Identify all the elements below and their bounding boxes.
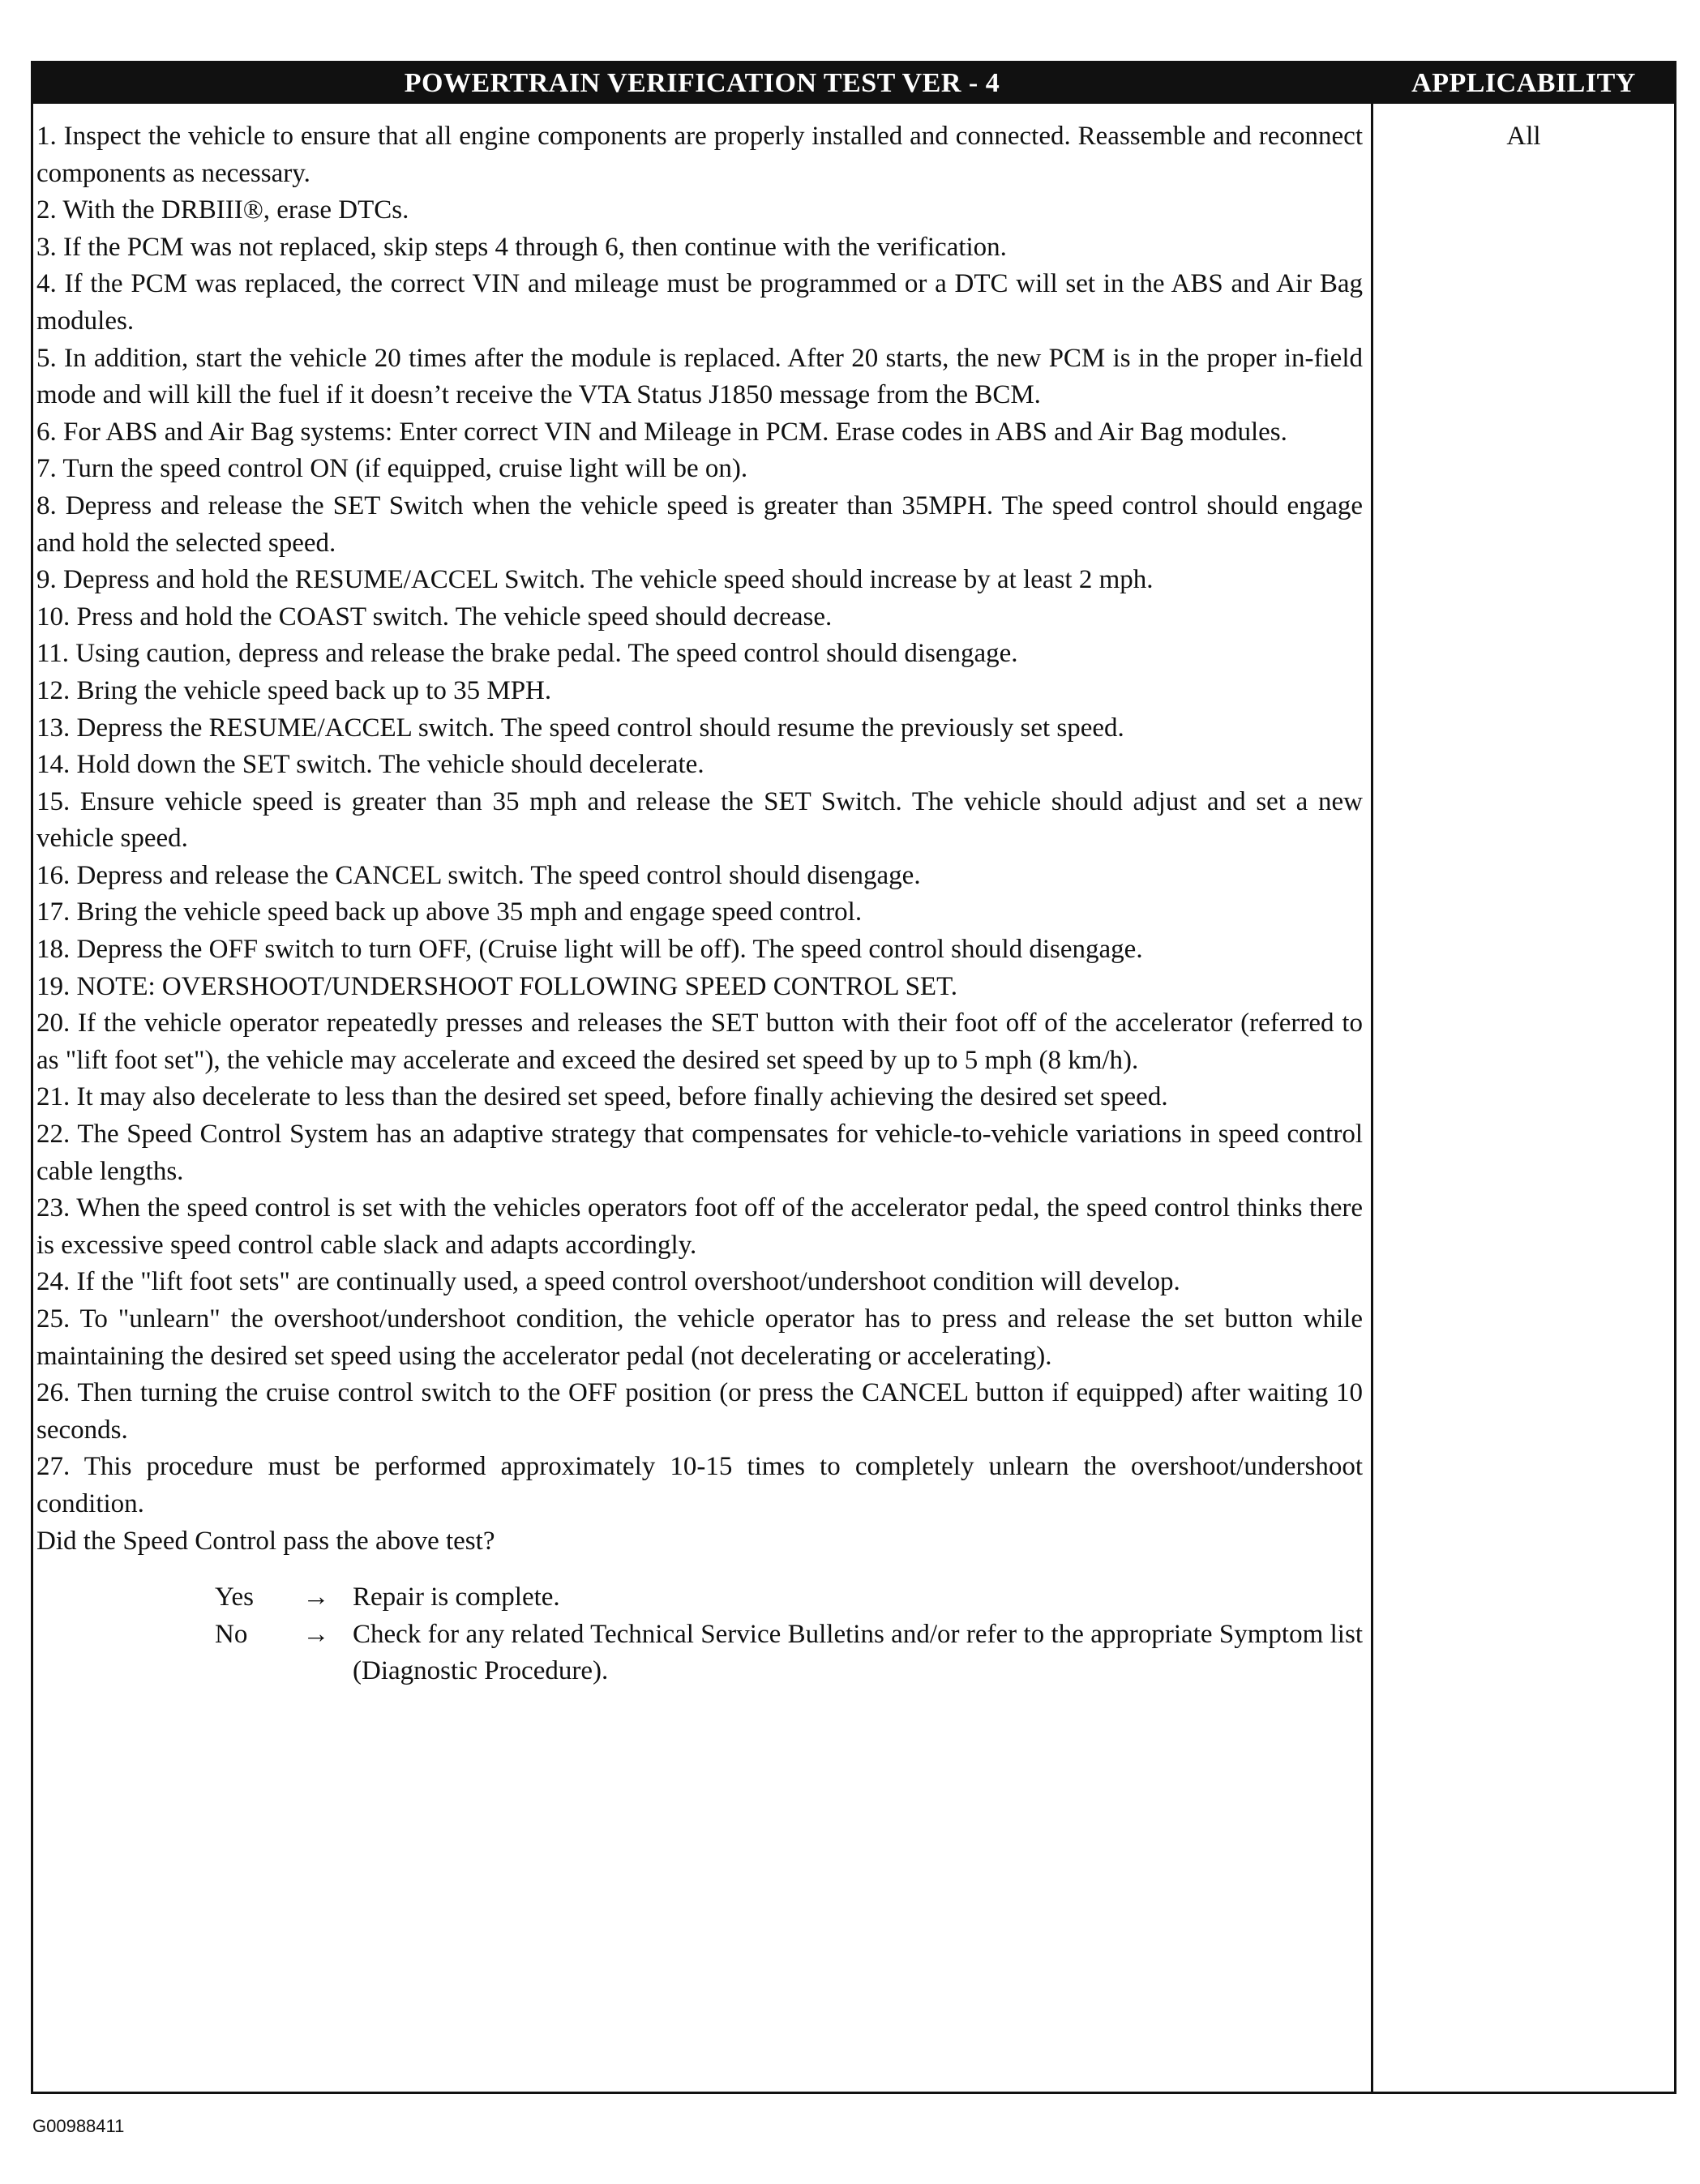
step-item: 4. If the PCM was replaced, the correct VIN and mileage must be programmed or a DTC will set in the ABS and Air Bag modules. [36, 269, 1363, 336]
step-item: 8. Depress and release the SET Switch when the vehicle speed is greater than 35MPH. The speed control should engage and hold the selected speed. [36, 490, 1363, 558]
applicability-header: APPLICABILITY [1373, 63, 1674, 104]
step-item: 15. Ensure vehicle speed is greater than 35 mph and release the SET Switch. The vehicle should adjust and set a new vehicle speed. [36, 786, 1363, 854]
step-item: 2. With the DRBIII®, erase DTCs. [36, 195, 409, 225]
step-item: 10. Press and hold the COAST switch. The vehicle speed should decrease. [36, 602, 833, 632]
step-item: 14. Hold down the SET switch. The vehicle should decelerate. [36, 750, 704, 780]
outcome-list [215, 1579, 1363, 1690]
column-divider [1371, 63, 1373, 2092]
outcome-no-label: No [215, 1619, 248, 1649]
step-item: 18. Depress the OFF switch to turn OFF, (Cruise light will be off). The speed control should disengage. [36, 935, 1143, 965]
applicability-value: All [1506, 122, 1541, 151]
procedure-body [36, 118, 1363, 1690]
test-title-header: POWERTRAIN VERIFICATION TEST VER - 4 [33, 63, 1371, 104]
step-item: 25. To "unlearn" the overshoot/undershoot condition, the vehicle operator has to press and release the set button while maintaining the desired set speed using the accelerator pedal (not decelerating or accelerating). [36, 1304, 1363, 1371]
right-arrow-icon: → [302, 1619, 330, 1649]
outcome-yes [215, 1579, 1363, 1617]
step-item: 26. Then turning the cruise control switch to the OFF position (or press the CANCEL button if equipped) after waiting 10 seconds. [36, 1378, 1363, 1445]
outcome-yes-text: Repair is complete. [353, 1582, 560, 1612]
step-item: 3. If the PCM was not replaced, skip steps 4 through 6, then continue with the verification. [36, 232, 1007, 262]
outcome-no [215, 1617, 1363, 1690]
step-item: 1. Inspect the vehicle to ensure that all engine components are properly installed and connected. Reassemble and reconnect components as necessary. [36, 122, 1363, 188]
step-item: 22. The Speed Control System has an adaptive strategy that compensates for vehicle-to-vehicle variations in speed control cable lengths. [36, 1120, 1363, 1186]
step-item: 20. If the vehicle operator repeatedly presses and releases the SET button with their foot off of the accelerator (referred to as "lift foot set"), the vehicle may accelerate and exceed the desired set speed by up to 5 mph (8 km/h). [36, 1008, 1363, 1075]
step-item: 24. If the "lift foot sets" are continually used, a speed control overshoot/undershoot condition will develop. [36, 1267, 1180, 1297]
step-item: 6. For ABS and Air Bag systems: Enter correct VIN and Mileage in PCM. Erase codes in ABS and Air Bag modules. [36, 417, 1287, 447]
verification-question: Did the Speed Control pass the above test? [36, 1526, 495, 1556]
step-item: 9. Depress and hold the RESUME/ACCEL Switch. The vehicle speed should increase by at least 2 mph. [36, 565, 1154, 595]
outcome-no-text: Check for any related Technical Service Bulletins and/or refer to the appropriate Symptom list (Diagnostic Procedure). [353, 1619, 1363, 1686]
step-item: 27. This procedure must be performed approximately 10-15 times to completely unlearn the overshoot/undershoot condition. [36, 1452, 1363, 1518]
outcome-yes-label: Yes [215, 1582, 255, 1612]
step-item: 12. Bring the vehicle speed back up to 35 MPH. [36, 675, 552, 705]
figure-code: G00988411 [32, 2116, 125, 2136]
step-item: 17. Bring the vehicle speed back up above 35 mph and engage speed control. [36, 897, 863, 927]
right-arrow-icon: → [302, 1582, 330, 1612]
step-item: 11. Using caution, depress and release the brake pedal. The speed control should disengage. [36, 639, 1018, 669]
procedure-table [31, 61, 1676, 2094]
step-item: 13. Depress the RESUME/ACCEL switch. The speed control should resume the previously set speed. [36, 713, 1124, 743]
step-item: 23. When the speed control is set with the vehicles operators foot off of the accelerator pedal, the speed control thinks there is excessive speed control cable slack and adapts accordingly. [36, 1193, 1363, 1260]
step-item: 16. Depress and release the CANCEL switch. The speed control should disengage. [36, 860, 921, 890]
step-item: 21. It may also decelerate to less than the desired set speed, before finally achieving the desired set speed. [36, 1082, 1168, 1112]
step-item: 19. NOTE: OVERSHOOT/UNDERSHOOT FOLLOWING SPEED CONTROL SET. [36, 971, 958, 1001]
step-item: 5. In addition, start the vehicle 20 times after the module is replaced. After 20 starts, the new PCM is in the proper in-field mode and will kill the fuel if it doesn’t receive the VTA Status J1850 message from the BCM. [36, 343, 1363, 410]
step-item: 7. Turn the speed control ON (if equipped, cruise light will be on). [36, 454, 748, 484]
